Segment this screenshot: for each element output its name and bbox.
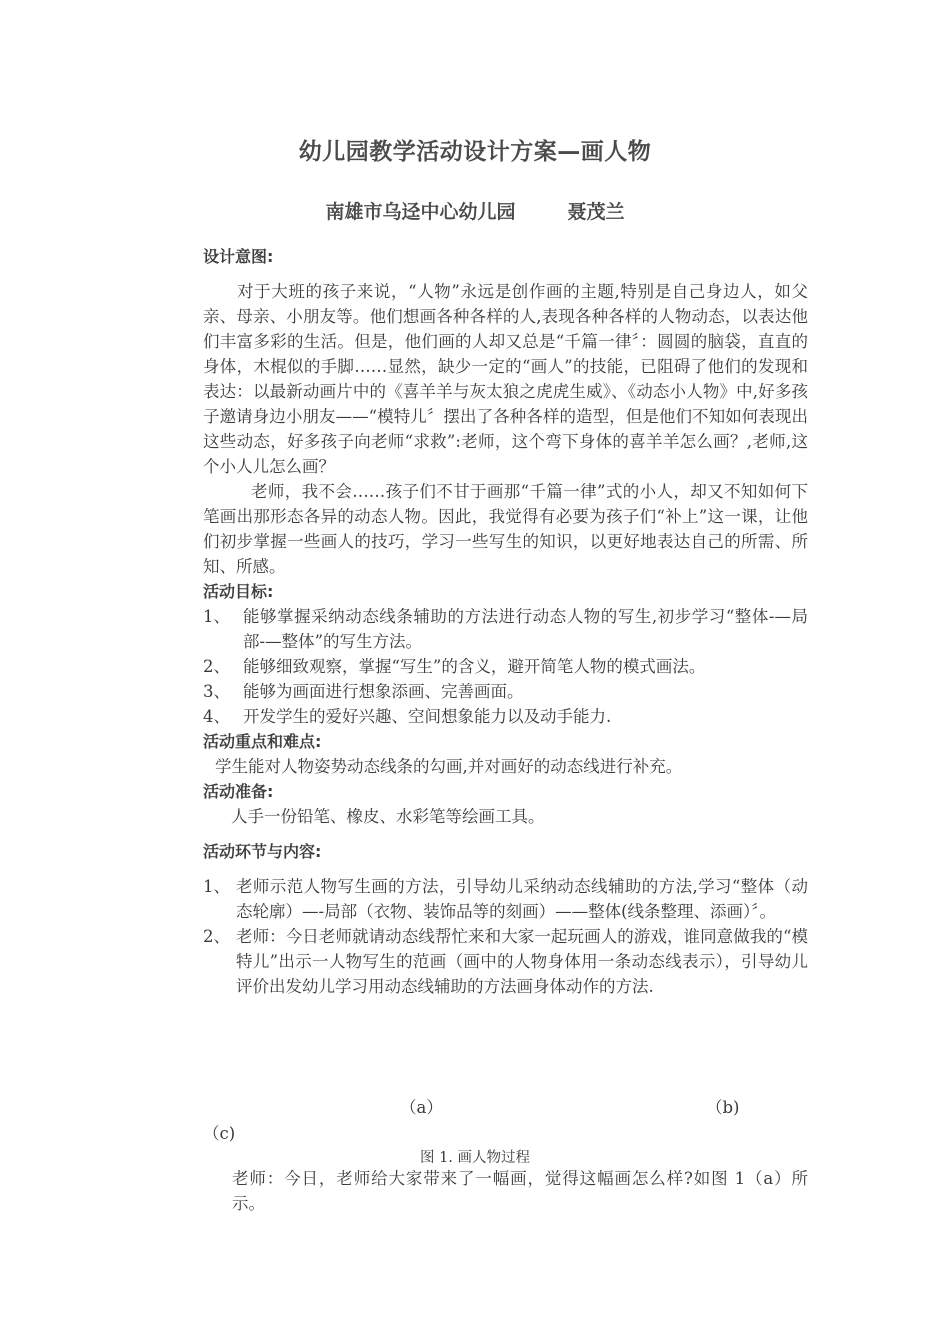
figure-label-b: （b) <box>706 1098 740 1117</box>
document-subtitle <box>0 197 950 224</box>
goal-text: 能够为画面进行想象添画、完善画面。 <box>243 682 524 701</box>
goal-text: 能够掌握采纳动态线条辅助的方法进行动态人物的写生,初步学习“整体-—局部-—整体”的写生方法。 <box>243 607 808 651</box>
document-title: 幼儿园教学活动设计方案—画人物 <box>298 139 652 165</box>
figure-label-a: （a） <box>400 1098 443 1117</box>
document-body <box>203 244 808 999</box>
author-name: 聂茂兰 <box>567 201 625 223</box>
goal-text: 开发学生的爱好兴趣、空间想象能力以及动手能力. <box>243 707 612 726</box>
goal-item <box>203 704 808 729</box>
process-item <box>203 924 808 999</box>
closing-paragraph: 老师：今日，老师给大家带来了一幅画，觉得这幅画怎么样?如图 1（a）所示。 <box>232 1169 808 1213</box>
goal-item <box>203 604 808 654</box>
process-item <box>203 874 808 924</box>
school-name: 南雄市乌迳中心幼儿园 <box>325 201 516 223</box>
process-number: 1、 <box>203 877 230 896</box>
intent-heading: 设计意图: <box>203 247 274 266</box>
figure-label-c: （c) <box>203 1124 236 1143</box>
goal-number: 1、 <box>203 607 230 626</box>
process-number: 2、 <box>203 927 230 946</box>
goal-number: 4、 <box>203 707 230 726</box>
goal-number: 2、 <box>203 657 230 676</box>
process-text: 老师示范人物写生画的方法，引导幼儿采纳动态线辅助的方法,学习“整体（动态轮廓）—-局部（衣物、装饰品等的刻画）——整体(线条整理、添画）〞。 <box>236 877 808 921</box>
process-text: 老师：今日老师就请动态线帮忙来和大家一起玩画人的游戏，谁同意做我的“模特儿”出示一人物写生的范画（画中的人物身体用一条动态线表示），引导幼儿评价出发幼儿学习用动态线辅助的方法画身体动作的方法. <box>236 927 808 996</box>
intent-paragraph-1: 对于大班的孩子来说，“人物”永远是创作画的主题,特别是自己身边人，如父亲、母亲、小朋友等。他们想画各种各样的人,表现各种各样的人物动态，以表达他们丰富多彩的生活。但是，他们画的人却又总是“千篇一律〞：圆圆的脑袋，直直的身体，木棍似的手脚……显然，缺少一定的“画人”的技能，已阻碍了他们的发现和表达：以最新动画片中的《喜羊羊与灰太狼之虎虎生威》、《动态小人物》中,好多孩子邀请身边小朋友——“模特儿〞摆出了各种各样的造型，但是他们不知如何表现出这些动态，好多孩子向老师“求救”:老师，这个弯下身体的喜羊羊怎么画？,老师,这个小人儿怎么画？ <box>203 282 808 476</box>
prep-heading: 活动准备: <box>203 782 274 801</box>
process-heading: 活动环节与内容: <box>203 842 322 861</box>
goal-number: 3、 <box>203 682 230 701</box>
goal-item <box>203 679 808 704</box>
key-heading: 活动重点和难点: <box>203 732 322 751</box>
intent-paragraph-2: 老师，我不会……孩子们不甘于画那“千篇一律”式的小人，却又不知如何下笔画出那形态各异的动态人物。因此，我觉得有必要为孩子们“补上”这一课，让他们初步掌握一些画人的技巧，学习一些写生的知识，以更好地表达自己的所需、所知、所感。 <box>203 482 808 576</box>
goals-heading: 活动目标: <box>203 582 274 601</box>
key-text: 学生能对人物姿势动态线条的勾画,并对画好的动态线进行补充。 <box>215 757 683 776</box>
prep-text: 人手一份铅笔、橡皮、水彩笔等绘画工具。 <box>231 807 545 826</box>
goal-item <box>203 654 808 679</box>
goal-text: 能够细致观察，掌握“写生”的含义，避开简笔人物的模式画法。 <box>243 657 706 676</box>
figure-caption: 图 1. 画人物过程 <box>419 1150 531 1166</box>
